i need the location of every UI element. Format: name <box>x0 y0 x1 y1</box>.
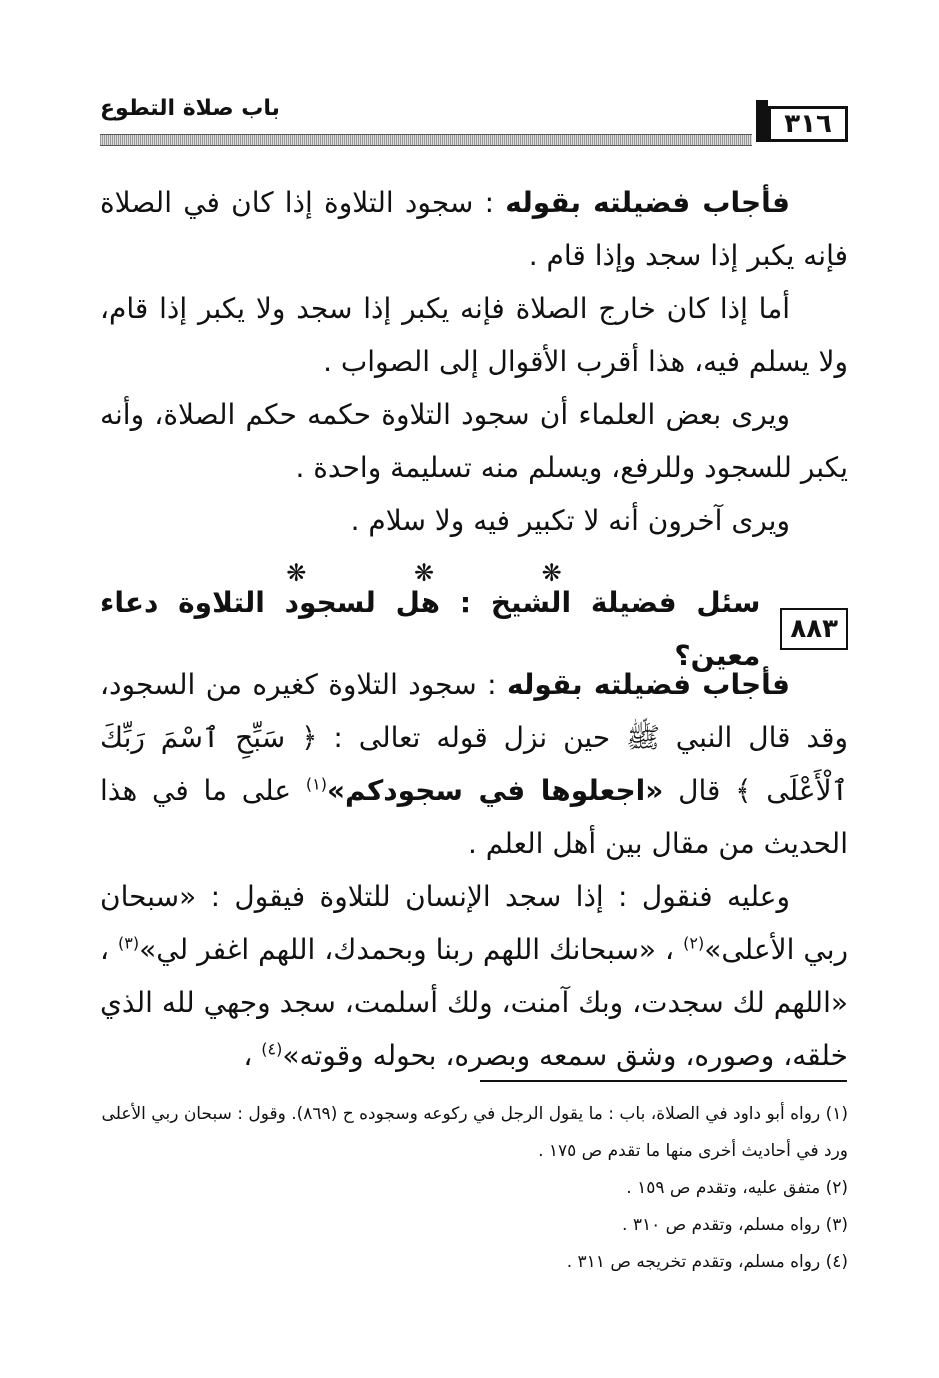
answer-text-2b: على ما في هذا الحديث من مقال بين أهل العلم . <box>100 774 848 860</box>
question-text: سئل فضيلة الشيخ : هل لسجود التلاوة دعاء معين؟ <box>100 586 761 672</box>
footnote-ref-1: (١) <box>305 774 327 794</box>
hadith-quote: «اجعلوها في سجودكم» <box>326 774 664 807</box>
footnotes <box>100 1096 848 1281</box>
paragraph-3: ويرى بعض العلماء أن سجود التلاوة حكمه حكم الصلاة، وأنه يكبر للسجود وللرفع، ويسلم منه تسليمة واحدة . <box>100 398 848 484</box>
footnote-3: (٣) رواه مسلم، وتقدم ص ٣١٠ . <box>622 1215 848 1235</box>
answer-lead-bold: فأجاب فضيلته بقوله <box>505 186 791 219</box>
paragraph-answer-2 <box>100 658 848 870</box>
header-rule <box>100 134 752 146</box>
p6-text-1: وعليه فنقول : إذا سجد الإنسان للتلاوة فيقول : «سبحان ربي الأعلى» <box>100 880 849 966</box>
question-heading <box>100 586 848 672</box>
footnote-1: (١) رواه أبو داود في الصلاة، باب : ما يقول الرجل في ركوعه وسجوده ح (٨٦٩). وقول : سبحان ربي الأعلى ورد في أحاديث أخرى منها ما تقدم ص ١٧٥ . <box>101 1104 848 1161</box>
page-header <box>100 96 848 152</box>
paragraph-2: أما إذا كان خارج الصلاة فإنه يكبر إذا سجد ولا يكبر إذا قام، ولا يسلم فيه، هذا أقرب الأقوال إلى الصواب . <box>100 292 848 378</box>
answer-text-2a: : سجود التلاوة كغيره من السجود، وقد قال النبي ﷺ حين نزل قوله تعالى : ﴿ سَبِّحِ ٱسْمَ رَبِّكَ ٱلْأَعْلَى ﴾ قال <box>100 668 848 807</box>
answer-text: : سجود التلاوة إذا كان في الصلاة فإنه يكبر إذا سجد وإذا قام . <box>100 186 848 272</box>
footnote-ref-4: (٤) <box>261 1039 283 1059</box>
paragraph-6 <box>100 870 848 1082</box>
page-number-tab-decoration <box>756 100 768 142</box>
footnote-4: (٤) رواه مسلم، وتقدم تخريجه ص ٣١١ . <box>566 1252 848 1272</box>
running-title: باب صلاة التطوع <box>100 96 280 121</box>
footnote-separator <box>480 1080 847 1082</box>
page-number: ٣١٦ <box>768 106 848 142</box>
p6-text-4: ، <box>243 1039 253 1072</box>
paragraph-answer-1 <box>100 176 848 282</box>
paragraph-4: ويرى آخرون أنه لا تكبير فيه ولا سلام . <box>350 504 790 537</box>
footnote-ref-3: (٣) <box>118 933 140 953</box>
question-number: ٨٨٣ <box>780 608 848 650</box>
p6-text-3: ، «اللهم لك سجدت، وبك آمنت، ولك أسلمت، سجد وجهي لله الذي خلقه، وصوره، وشق سمعه وبصره، بحوله وقوته» <box>100 933 848 1072</box>
footnote-ref-2: (٢) <box>683 933 705 953</box>
main-text <box>100 176 848 1082</box>
answer-lead-bold-2: فأجاب فضيلته بقوله <box>506 668 790 701</box>
p6-text-2: ، «سبحانك اللهم ربنا وبحمدك، اللهم اغفر لي» <box>139 933 675 966</box>
footnote-2: (٢) متفق عليه، وتقدم ص ١٥٩ . <box>626 1178 848 1198</box>
section-separator: ❋ ❋ ❋ <box>286 559 612 587</box>
